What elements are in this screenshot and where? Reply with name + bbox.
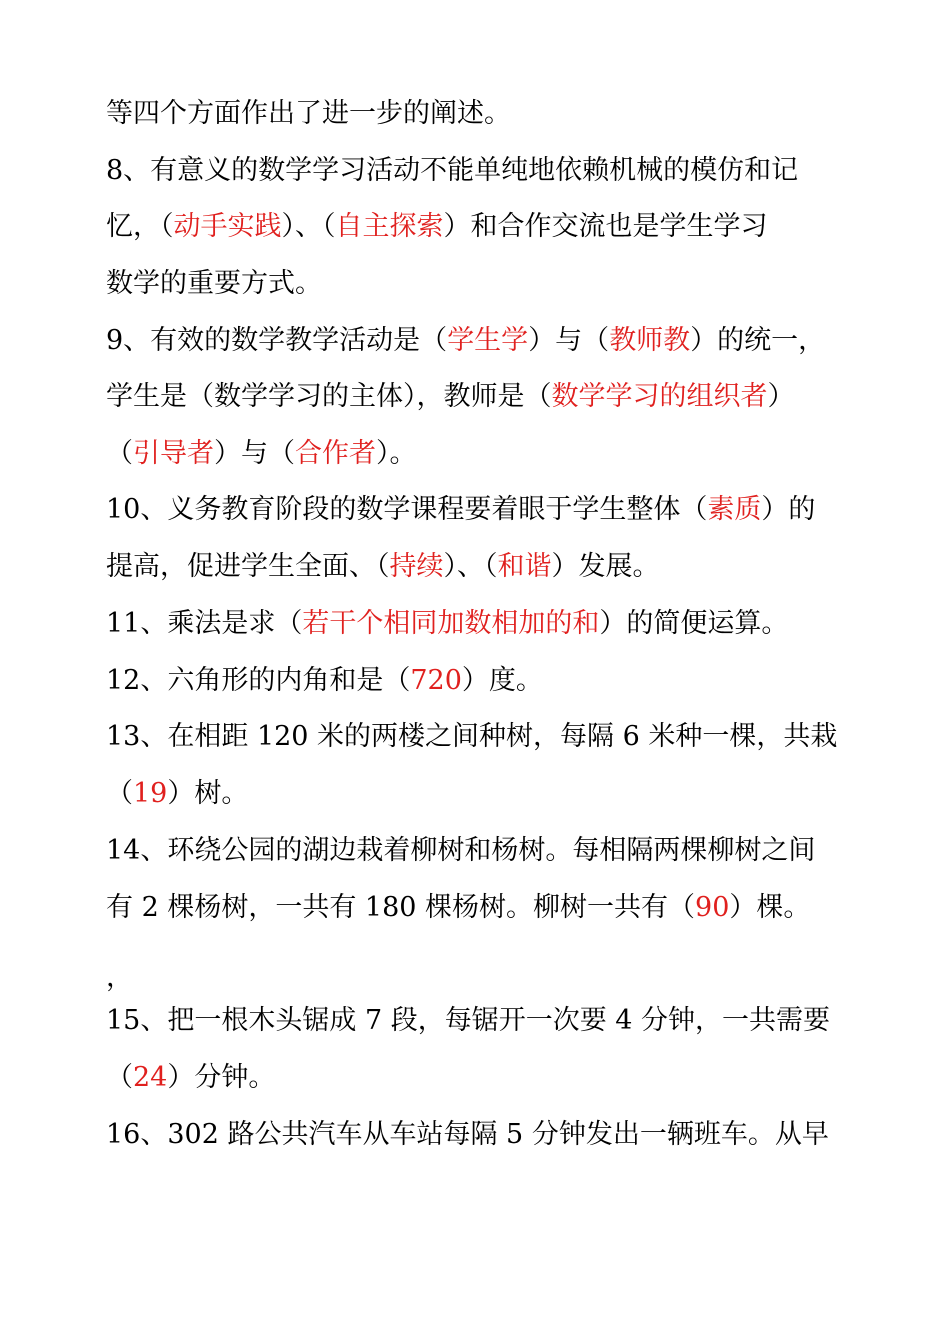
text-segment: 等四个方面作出了进一步的阐述。 <box>106 98 511 129</box>
answer-text: 90 <box>695 892 730 923</box>
text-segment: 提高，促进学生全面、（ <box>106 551 390 582</box>
answer-text: 若干个相同加数相加的和 <box>302 608 600 639</box>
text-segment: ） <box>767 381 795 412</box>
answer-text: 24 <box>133 1062 168 1093</box>
text-segment: 14、环绕公园的湖边栽着柳树和杨树。每相隔两棵柳树之间 <box>106 835 816 866</box>
text-segment: 8、有意义的数学学习活动不能单纯地依赖机械的模仿和记 <box>106 155 799 186</box>
text-segment: （ <box>106 778 133 809</box>
answer-text: 数学学习的组织者 <box>551 381 768 412</box>
text-segment: ）的 <box>761 494 816 525</box>
text-segment: （ <box>106 1062 133 1093</box>
text-line <box>106 323 825 359</box>
text-line <box>106 549 660 585</box>
text-segment: 忆，（ <box>106 211 174 242</box>
text-line <box>106 1060 275 1096</box>
text-segment: 学生是（数学学习的主体），教师是（ <box>106 381 552 412</box>
answer-text: 动手实践 <box>173 211 282 242</box>
text-line <box>106 776 248 812</box>
text-line <box>106 153 798 189</box>
answer-text: 教师教 <box>609 325 691 356</box>
text-segment: 13、在相距 120 米的两楼之间种树，每隔 6 米种一棵，共栽 <box>106 721 838 752</box>
text-segment: ）分钟。 <box>167 1062 276 1093</box>
text-segment: ）发展。 <box>551 551 660 582</box>
text-segment: ）的统一， <box>690 325 826 356</box>
answer-text: 引导者 <box>133 438 214 469</box>
text-line <box>106 606 788 642</box>
text-line <box>106 960 133 996</box>
text-segment: 15、把一根木头锯成 7 段，每锯开一次要 4 分钟，一共需要 <box>106 1005 831 1036</box>
answer-text: 720 <box>410 665 462 696</box>
text-segment: ）。 <box>376 438 417 469</box>
answer-text: 和谐 <box>497 551 552 582</box>
text-line <box>106 663 543 699</box>
text-segment: ）树。 <box>167 778 249 809</box>
text-segment: ）、（ <box>443 551 498 582</box>
text-line <box>106 1003 830 1039</box>
answer-text: 合作者 <box>295 438 376 469</box>
text-segment: ）棵。 <box>729 892 811 923</box>
text-line <box>106 492 815 528</box>
text-segment: 12、六角形的内角和是（ <box>106 665 411 696</box>
text-line <box>106 379 795 415</box>
text-segment: ）和合作交流也是学生学习 <box>443 211 768 242</box>
text-segment: （ <box>106 438 133 469</box>
answer-text: 学生学 <box>447 325 529 356</box>
text-segment: 16、302 路公共汽车从车站每隔 5 分钟发出一辆班车。从早 <box>106 1119 829 1150</box>
text-segment: ）的简便运算。 <box>599 608 789 639</box>
text-line <box>106 890 810 926</box>
answer-text: 自主探索 <box>335 211 444 242</box>
text-segment: ）与（ <box>528 325 610 356</box>
answer-text: 持续 <box>389 551 444 582</box>
text-line <box>106 1117 829 1153</box>
text-line <box>106 96 511 132</box>
text-line <box>106 833 815 869</box>
text-segment: ， <box>106 962 133 993</box>
answer-text: 19 <box>133 778 168 809</box>
text-segment: 9、有效的数学教学活动是（ <box>106 325 448 356</box>
text-line <box>106 436 417 472</box>
text-line <box>106 719 837 755</box>
text-segment: 有 2 棵杨树，一共有 180 棵杨树。柳树一共有（ <box>106 892 696 923</box>
text-segment: ）与（ <box>214 438 295 469</box>
answer-text: 素质 <box>707 494 762 525</box>
text-segment: 数学的重要方式。 <box>106 268 322 299</box>
text-line <box>106 209 768 245</box>
text-line <box>106 266 322 302</box>
text-segment: 11、乘法是求（ <box>106 608 303 639</box>
text-segment: ）、（ <box>281 211 336 242</box>
text-segment: ）度。 <box>461 665 543 696</box>
text-segment: 10、义务教育阶段的数学课程要着眼于学生整体（ <box>106 494 708 525</box>
